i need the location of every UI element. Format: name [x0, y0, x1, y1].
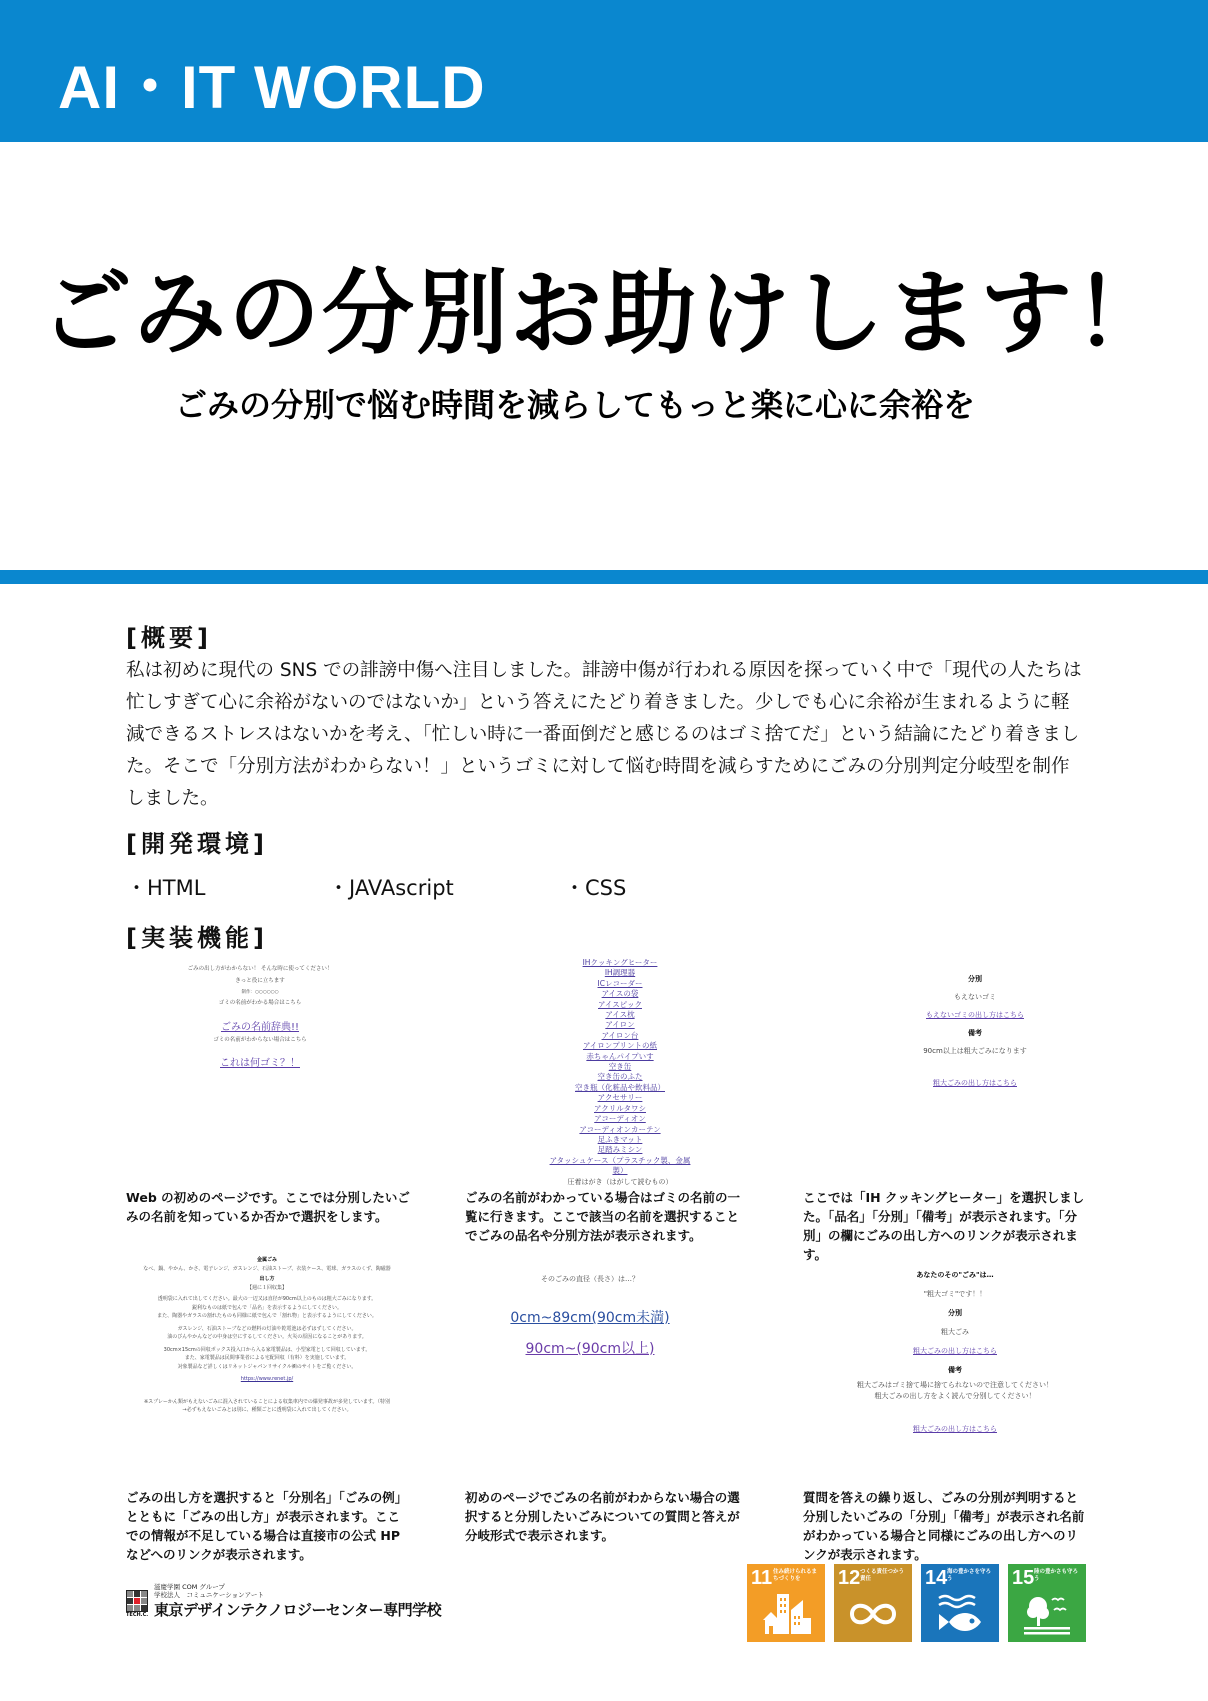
list-item-link[interactable]: 空き缶 [608, 1062, 632, 1072]
list-item-link[interactable]: 空き缶のふた [597, 1072, 643, 1082]
shot-text: 鋭利なものは紙で包んで「品名」を表示するようにしてください。 [191, 1304, 342, 1311]
shot-text: 【週に１回収集】 [246, 1284, 287, 1291]
sdg-number: 15 [1012, 1567, 1035, 1589]
screenshot-top-page [185, 965, 335, 1072]
answer-over-90cm-link[interactable]: 90cm~(90cm以上) [525, 1340, 655, 1357]
shot-text: ※スプレーかん類がもえないごみに混入されていることによる収集車内での爆発事故が多発しています。（特別 [143, 1398, 391, 1405]
list-item-link[interactable]: アイス枕 [605, 1010, 635, 1020]
shot-text: 対象製品など詳しくはリネットジャパンリサイクル㈱のサイトをご覧ください。 [177, 1363, 357, 1370]
renet-link[interactable]: https://www.renet.jp/ [240, 1376, 294, 1382]
caption-question: 初めのページでごみの名前がわからない場合の選択すると分別したいごみについての質問と答えが分岐形式で表示されます。 [465, 1490, 740, 1543]
list-item-link[interactable]: 空き瓶（化粧品や飲料品） [575, 1082, 665, 1092]
disposal-link[interactable]: もえないゴミの出し方はこちら [926, 1011, 1024, 1019]
shot-heading: 分別 [948, 1309, 962, 1317]
shot-heading: 出し方 [259, 1276, 275, 1282]
school-corporation: 学校法人 コミュニケーションアート [154, 1591, 264, 1599]
sdg-14-badge [921, 1564, 999, 1642]
school-name: 東京デザインテクノロジーセンター専門学校 [154, 1601, 442, 1619]
shot-text: もえないゴミ [954, 993, 996, 1001]
bulky-disposal-link[interactable]: 粗大ごみの出し方はこちら [933, 1079, 1017, 1087]
shot-text: 圧着はがき（はがして読むもの） [567, 1177, 673, 1186]
shot-text: ゴミの名前がわかる場合はこちら [218, 999, 302, 1006]
overview-heading: [概要] [126, 624, 212, 652]
list-item-link[interactable]: アコーディオンカーテン [579, 1124, 661, 1134]
shot-heading: 備考 [968, 1029, 982, 1037]
list-item-link[interactable]: アタッシュケース（プラスチック製、金属製） [549, 1155, 691, 1176]
shot-text: ガスレンジ、石油ストーブなどの燃料の灯油や乾電池は必ずはずしてください。 [177, 1325, 357, 1332]
shot-text: なべ、鍋、やかん、かさ、電子レンジ、ガスレンジ、石油ストーブ、衣装ケース、電球、ガラスのくず、陶磁器 [143, 1265, 391, 1272]
bulky-disposal-link[interactable]: 粗大ごみの出し方はこちら [913, 1347, 997, 1355]
shot-text: また、陶器やガラスの割れたものも同様に紙で包んで「割れ物」と表示するようにしてください。 [157, 1313, 377, 1319]
env-item-html: ・HTML [126, 876, 206, 900]
screenshot-result [830, 1266, 1080, 1439]
page-title: ごみの分別お助けします！ [39, 260, 1168, 367]
shot-text: 粗大ごみの出し方をよく読んで分別してください！ [874, 1392, 1036, 1400]
shot-text: きっと役に立ちます [235, 977, 285, 984]
shot-text: ゴミの名前がわからない場合はこちら [213, 1036, 307, 1043]
list-item-link[interactable]: 足踏みミシン [597, 1145, 643, 1155]
page-subtitle: ごみの分別で悩む時間を減らしてもっと楽に心に余裕を [175, 386, 976, 424]
shot-text: 粗大ごみ [941, 1328, 969, 1336]
logo-subtext: TECH.C. [126, 1612, 149, 1618]
list-item-link[interactable]: 赤ちゃんパイプいす [586, 1051, 654, 1061]
bulky-disposal-link[interactable]: 粗大ごみの出し方はこちら [913, 1425, 997, 1433]
city-icon [761, 1592, 811, 1636]
env-item-javascript: ・JAVAscript [328, 876, 454, 900]
sdg-11-badge [747, 1564, 825, 1642]
list-item-link[interactable]: アクセサリー [597, 1093, 643, 1103]
features-heading: [実装機能] [126, 924, 268, 952]
school-logo-icon [126, 1590, 148, 1620]
fish-icon [935, 1592, 985, 1636]
sdg-number: 11 [751, 1567, 773, 1589]
sdg-label: 陸の豊かさも守ろう [1034, 1569, 1079, 1582]
shot-heading: あなたのその"ごみ"は… [916, 1271, 994, 1279]
list-item-link[interactable]: アイスピック [598, 999, 642, 1009]
caption-result: 質問を答えの繰り返し、ごみの分別が判明すると分別したいごみの「分別」「備考」が表示され名前がわかっている場合と同様にごみの出し方へのリンクが表示されます。 [803, 1490, 1085, 1562]
list-item-link[interactable]: IH調理器 [604, 968, 636, 978]
list-item-link[interactable]: IHクッキングヒーター [582, 958, 658, 967]
shot-text: 制作：○○○○○○ [241, 989, 279, 995]
list-item-link[interactable]: アイロン [605, 1020, 635, 1030]
shot-text: 30cm×15cmの回収ボックス投入口から入る家電製品は、小型家電として回収しています。 [163, 1346, 371, 1353]
shot-heading: 備考 [948, 1366, 962, 1374]
screenshot-name-list [545, 958, 695, 1188]
shot-heading: 分別 [968, 975, 982, 983]
sdg-label: 住み続けられるまちづくりを [773, 1569, 818, 1582]
screenshot-item-detail [895, 970, 1055, 1092]
header-banner [0, 0, 1208, 142]
screenshot-disposal-method [122, 1256, 412, 1415]
infinity-icon [848, 1592, 898, 1636]
section-divider [0, 570, 1208, 584]
shot-text: 90cm以上は粗大ごみになります [923, 1047, 1027, 1055]
sdg-number: 12 [838, 1567, 861, 1589]
what-garbage-link[interactable]: これは何ゴミ？！ [220, 1058, 300, 1070]
shot-text: 油のびんやかんなどの中身は空にするしてください。火災の原因になることがあります。 [167, 1334, 367, 1340]
shot-heading: 金属ごみ [256, 1257, 277, 1263]
list-item-link[interactable]: アイスの袋 [601, 989, 639, 999]
brand-title: AI・IT WORLD [58, 54, 486, 121]
shot-text: また、家電製品は民間事業者による宅配回収（有料）を実施しています。 [184, 1355, 350, 1361]
sdg-number: 14 [925, 1567, 948, 1589]
sdg-label: つくる責任つかう責任 [860, 1569, 905, 1582]
shot-text: 透明袋に入れて出してください。最大の一辺又は直径が90cm以上のものは粗大ごみになります。 [157, 1296, 377, 1302]
caption-disposal-method: ごみの出し方を選択すると「分別名」「ごみの例」とともに「ごみの出し方」が表示されます。ここでの情報が不足している場合は直接市の公式 HP などへのリンクが表示されます。 [126, 1490, 408, 1562]
shot-text: 粗大ごみはゴミ捨て場に捨てられないので注意してください！ [857, 1381, 1053, 1389]
answer-under-90cm-link[interactable]: 0cm~89cm(90cm未満) [510, 1310, 670, 1327]
sdg-12-badge [834, 1564, 912, 1642]
screenshot-question [465, 1274, 715, 1360]
result-text: "粗大ゴミ"です！！ [923, 1290, 987, 1298]
list-item-link[interactable]: アコーディオン [594, 1114, 646, 1124]
list-item-link[interactable]: アイロンプリントの紙 [582, 1041, 658, 1051]
sdg-label: 海の豊かさを守ろう [947, 1569, 992, 1582]
caption-name-list: ごみの名前がわかっている場合はゴミの名前の一覧に行きます。ここで該当の名前を選択することでごみの品名や分別方法が表示されます。 [465, 1190, 741, 1243]
tree-icon [1022, 1592, 1072, 1636]
school-logo [126, 1583, 441, 1620]
school-group: 滋慶学園 COM グループ [154, 1583, 225, 1591]
list-item-link[interactable]: アイロン台 [601, 1030, 639, 1040]
environment-heading: [開発環境] [126, 830, 268, 858]
env-item-css: ・CSS [564, 876, 627, 900]
shot-text: ごみの出し方がわからない！ そんな時に使ってください！ [187, 966, 333, 972]
overview-text: 私は初めに現代の SNS での誹謗中傷へ注目しました。誹謗中傷が行われる原因を探っていく中で「現代の人たちは忙しすぎて心に余裕がないのではないか」という答えにたどり着きました。少しでも心に余裕が生まれるように軽減できるストレスはないかを考え、「忙しい時に一番面倒だと感じるのはゴミ捨てだ」という結論にたどり着きました。そこで「分別方法がわからない！」というゴミに対して悩む時間を減らすためにごみの分別判定分岐型を制作しました。 [126, 660, 1082, 809]
caption-item-detail: ここでは「IH クッキングヒーター」を選択しました。「品名」「分別」「備考」が表示されます。「分別」の欄にごみの出し方へのリンクが表示されます。 [803, 1190, 1085, 1262]
list-item-link[interactable]: 足ふきマット [597, 1134, 643, 1144]
dictionary-link[interactable]: ごみの名前辞典!! [220, 1021, 300, 1033]
list-item-link[interactable]: アクリルタワシ [594, 1103, 646, 1113]
question-text: そのごみの直径（長さ）は…？ [541, 1275, 639, 1283]
sdg-15-badge [1008, 1564, 1086, 1642]
caption-top-page: Web の初めのページです。ここでは分別したいごみの名前を知っているか否かで選択をします。 [126, 1190, 410, 1224]
shot-text: →必ずもえないごみとは別に、種類ごとに透明袋に入れて出してください。 [182, 1407, 352, 1413]
list-item-link[interactable]: ICレコーダー [597, 978, 643, 988]
